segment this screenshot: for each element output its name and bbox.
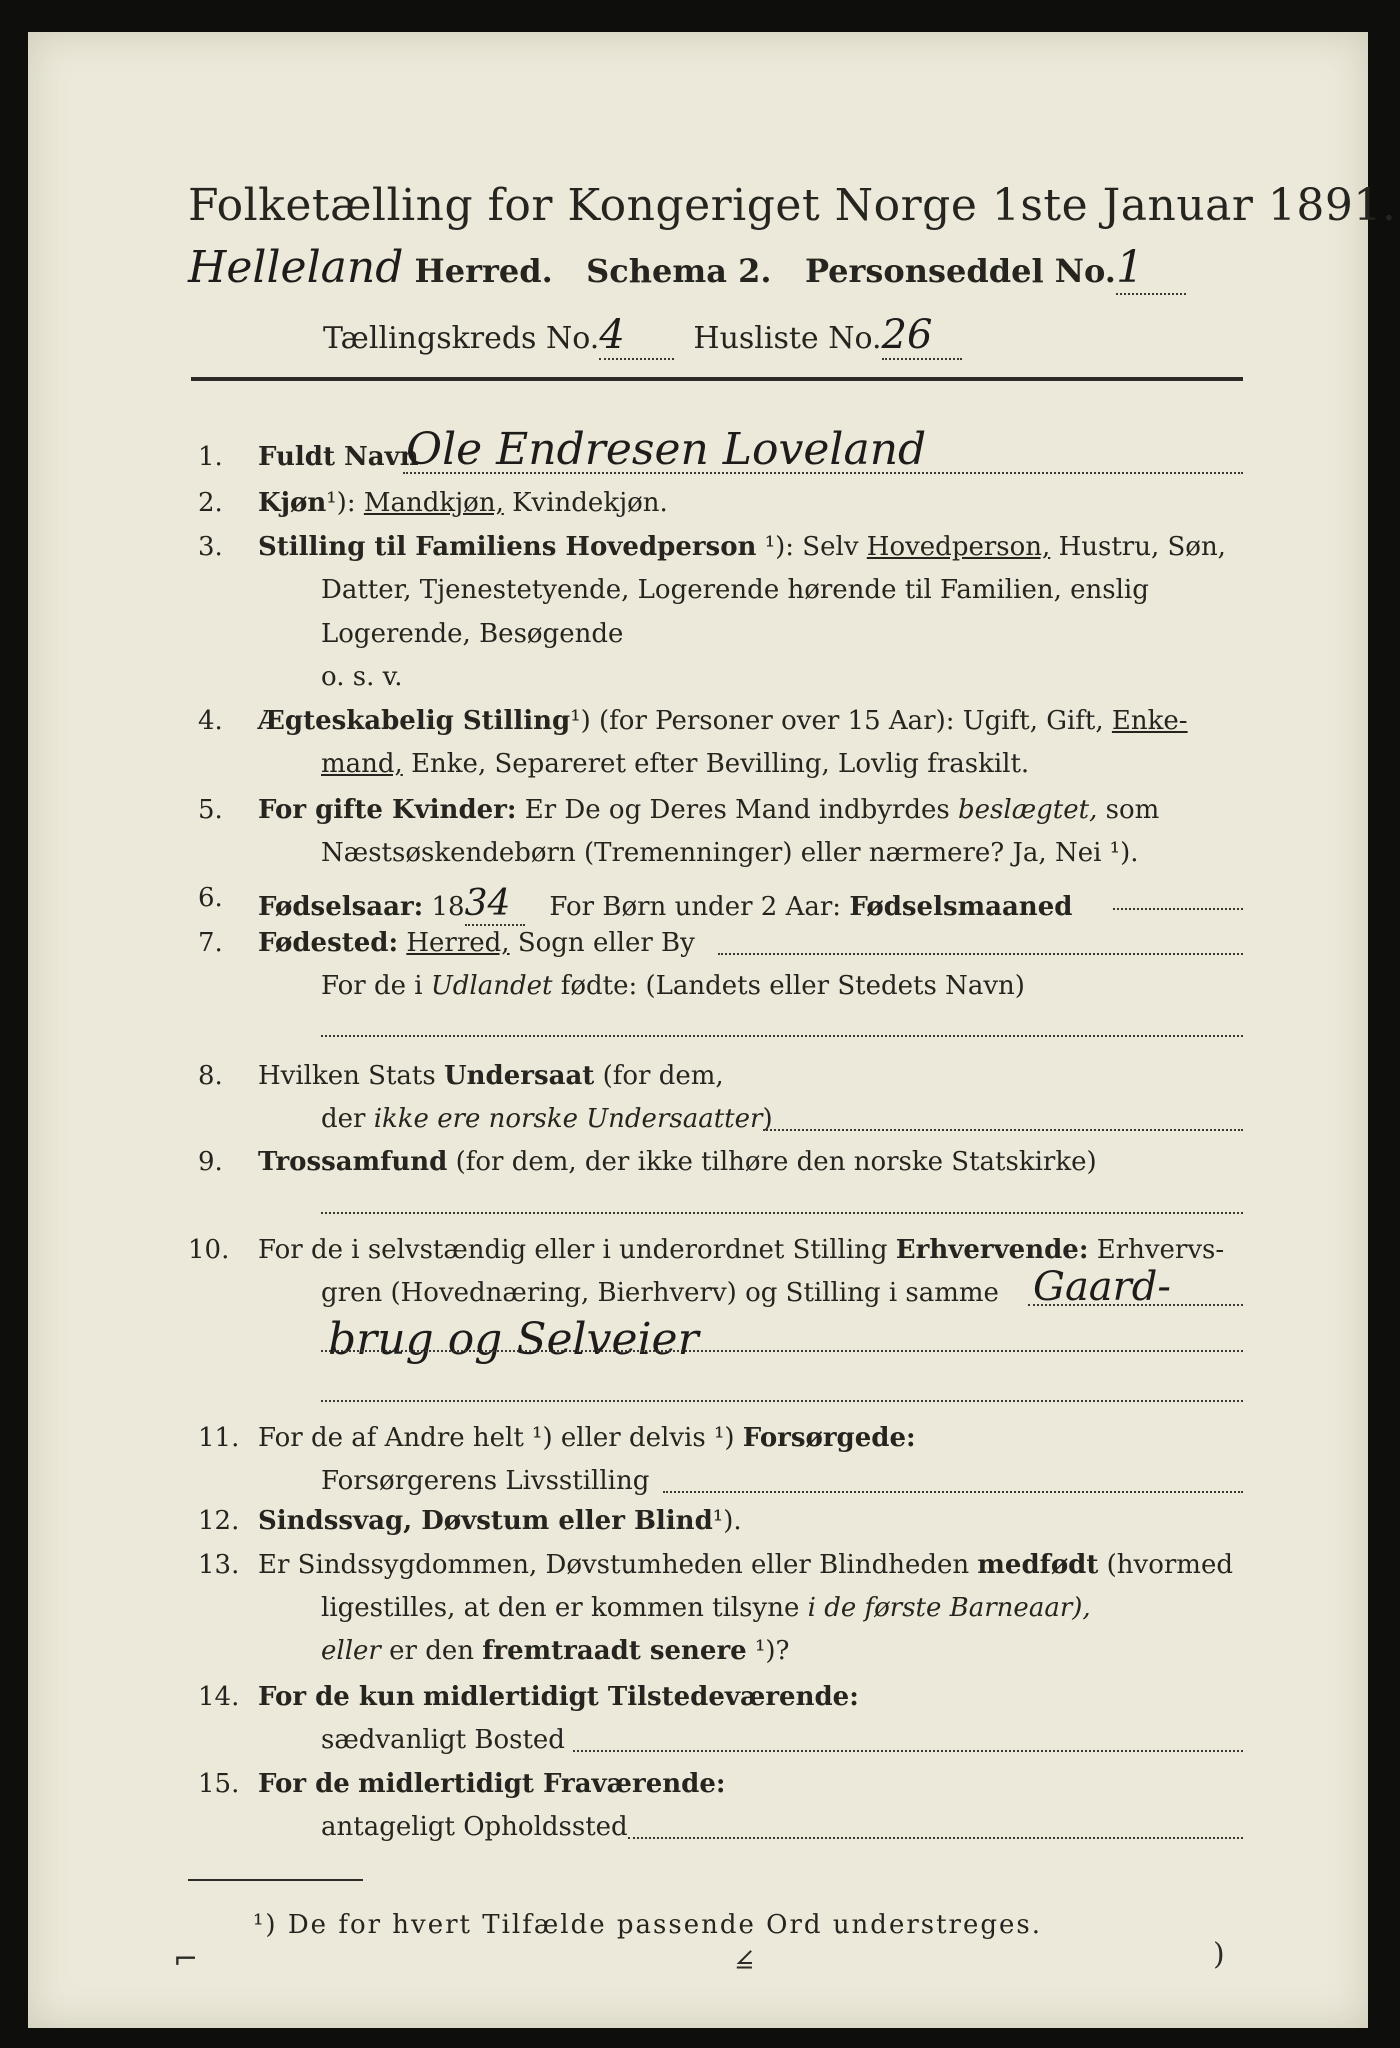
q13-line3: eller er den fremtraadt senere ¹)? (321, 1636, 790, 1666)
q4-line2: mand, Enke, Separeret efter Bevilling, Lovlig fraskilt. (321, 749, 1030, 779)
herred-line (188, 242, 1186, 295)
pencil-mark-left: ⌐ (173, 1942, 199, 1977)
q13-number: 13. (198, 1550, 240, 1580)
herred-name: Helleland (188, 242, 404, 293)
q10-fill-line1 (1028, 1304, 1243, 1306)
q15-line2: antageligt Opholdssted (321, 1812, 628, 1842)
husliste-number: 26 (882, 312, 962, 360)
schema-label: Schema 2. (586, 252, 772, 290)
q2-selected: Mandkjøn, (363, 488, 504, 518)
form-title: Folketælling for Kongeriget Norge 1ste Januar 1891. (188, 180, 1397, 231)
q9-fill-line (321, 1212, 1243, 1214)
q10-line2: gren (Hovednæring, Bierhverv) og Stilling i samme (321, 1278, 999, 1308)
herred-label: Herred. (414, 252, 553, 290)
q14-fill-line (573, 1750, 1243, 1752)
q3-number: 3. (198, 532, 223, 562)
q15-fill-line (628, 1837, 1243, 1839)
q14-line2: sædvanligt Bosted (321, 1725, 565, 1755)
q4-selected-b: mand, (321, 749, 403, 779)
q12-line: Sindssvag, Døvstum eller Blind¹). (258, 1506, 742, 1536)
q10-answer-b: brug og Selveier (328, 1314, 699, 1365)
personseddel-number: 1 (1116, 242, 1186, 295)
q10-line1: For de i selvstændig eller i underordnet Stilling Erhvervende: Erhvervs- (258, 1235, 1225, 1265)
q11-number: 11. (198, 1423, 240, 1453)
q13-line1: Er Sindssygdommen, Døvstumheden eller Blindheden medfødt (hvormed (258, 1550, 1233, 1580)
q3-selected: Hovedperson, (866, 532, 1051, 562)
q6-fill-line (1113, 908, 1243, 910)
pencil-mark-right: ) (1213, 1937, 1225, 1972)
kreds-number: 4 (599, 312, 674, 360)
q5-line2: Næstsøskendebørn (Tremenninger) eller nærmere? Ja, Nei ¹). (321, 838, 1139, 868)
q13-line2: ligestilles, at den er kommen tilsyne i de første Barneaar), (321, 1593, 1091, 1623)
q11-fill-line (663, 1491, 1243, 1493)
q4-selected-a: Enke- (1111, 706, 1188, 736)
q7-line2: For de i Udlandet fødte: (Landets eller Stedets Navn) (321, 971, 1025, 1001)
q7-fill-line (718, 953, 1243, 955)
q10-fill-line3 (321, 1400, 1243, 1402)
census-form-page (28, 32, 1397, 2028)
q8-line1: Hvilken Stats Undersaat (for dem, (258, 1061, 724, 1091)
q11-line1: For de af Andre helt ¹) eller delvis ¹) Forsørgede: (258, 1423, 916, 1453)
q4-number: 4. (198, 706, 223, 736)
q7-fill-line2 (321, 1035, 1243, 1037)
q14-number: 14. (198, 1682, 240, 1712)
footnote-rule (188, 1879, 363, 1881)
personseddel-label: Personseddel No. (804, 252, 1116, 290)
q8-number: 8. (198, 1061, 223, 1091)
footnote: ¹) De for hvert Tilfælde passende Ord understreges. (253, 1910, 1043, 1940)
q10-number: 10. (188, 1235, 230, 1265)
kreds-line (323, 312, 962, 360)
q5-line1: For gifte Kvinder: Er De og Deres Mand indbyrdes beslægtet, som (258, 795, 1160, 825)
q2-number: 2. (198, 488, 223, 518)
q3-line1: Stilling til Familiens Hovedperson ¹): Selv Hovedperson, Hustru, Søn, (258, 532, 1226, 562)
q11-line2: Forsørgerens Livsstilling (321, 1466, 650, 1496)
q8-fill-line (763, 1129, 1243, 1131)
q14-line1: For de kun midlertidigt Tilstedeværende: (258, 1682, 859, 1712)
q1-number: 1. (198, 442, 223, 472)
q7-number: 7. (198, 928, 223, 958)
kreds-label: Tællingskreds No. (323, 321, 600, 356)
q6-line: Fødselsaar: 1834 For Børn under 2 Aar: Fødselsmaaned (258, 883, 1073, 924)
q2-line: Kjøn¹): Mandkjøn, Kvindekjøn. (258, 488, 668, 518)
q6-number: 6. (198, 883, 223, 913)
q7-line1: Fødested: Herred, Sogn eller By (258, 928, 695, 958)
q5-number: 5. (198, 795, 223, 825)
q7-selected: Herred, (406, 928, 510, 958)
q1-fill-line (403, 472, 1243, 474)
q1-answer: Ole Endresen Loveland (406, 424, 927, 475)
q3-line4: o. s. v. (321, 662, 403, 692)
q10-answer-a: Gaard- (1033, 1264, 1171, 1310)
husliste-label: Husliste No. (693, 321, 882, 356)
q3-line2: Datter, Tjenestetyende, Logerende hørende til Familien, enslig (321, 575, 1149, 605)
q1-label: Fuldt Navn (258, 442, 419, 472)
q9-number: 9. (198, 1147, 223, 1177)
header-rule (191, 377, 1243, 381)
q15-number: 15. (198, 1769, 240, 1799)
pencil-mark-center: ⦤ (736, 1937, 754, 1972)
q12-number: 12. (198, 1506, 240, 1536)
q4-line1: Ægteskabelig Stilling¹) (for Personer over 15 Aar): Ugift, Gift, Enke- (258, 706, 1188, 736)
q8-line2: der ikke ere norske Undersaatter) (321, 1104, 773, 1134)
q15-line1: For de midlertidigt Fraværende: (258, 1769, 726, 1799)
q3-line3: Logerende, Besøgende (321, 619, 624, 649)
q9-line: Trossamfund (for dem, der ikke tilhøre den norske Statskirke) (258, 1147, 1097, 1177)
q10-fill-line2 (321, 1350, 1243, 1352)
q6-year: 34 (465, 883, 525, 926)
